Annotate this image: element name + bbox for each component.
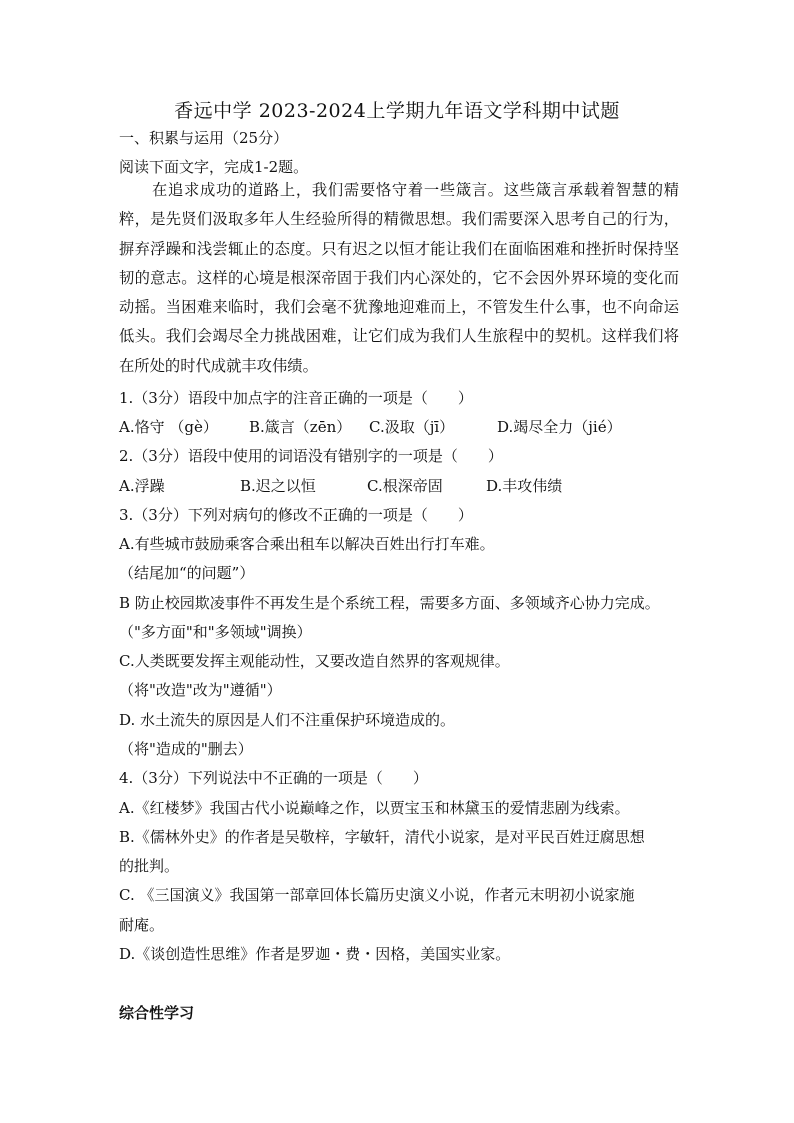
q4-option-c-line2: 耐庵。 xyxy=(119,916,165,934)
exam-title: 香远中学 2023-2024上学期九年语文学科期中试题 xyxy=(174,100,620,122)
question-1-options xyxy=(119,416,689,437)
q3-option-c: C.人类既要发挥主观能动性，又要改造自然界的客观规律。 xyxy=(119,652,510,670)
q4-option-a: A.《红楼梦》我国古代小说巅峰之作，以贾宝玉和林黛玉的爱情悲剧为线索。 xyxy=(119,799,630,817)
q3-option-d: D. 水土流失的原因是人们不注重保护环境造成的。 xyxy=(119,711,456,729)
section-heading-accumulation: 一、积累与运用（25分） xyxy=(119,129,289,147)
reading-passage: 在追求成功的道路上，我们需要恪守着一些箴言。这些箴言承载着智慧的精粹，是先贤们汲取多年人生经验所得的精微思想。我们需要深入思考自己的行为，摒弃浮躁和浅尝辄止的态度。只有迟之以恒才能让我们在面临困难和挫折时保持坚韧的意志。这样的心境是根深帝固于我们内心深处的，它不会因外界环境的变化而动摇。当困难来临时，我们会毫不犹豫地迎难而上，不管发生什么事，也不向命运低头。我们会竭尽全力挑战困难，让它们成为我们人生旅程中的契机。这样我们将在所处的时代成就丰攻伟绩。 xyxy=(119,181,679,375)
question-3: 3.（3分）下列对病句的修改不正确的一项是（ ） xyxy=(119,506,473,524)
question-2-options xyxy=(119,475,689,496)
question-2: 2.（3分）语段中使用的词语没有错别字的一项是（ ） xyxy=(119,447,503,465)
q3-option-c-note: （将"改造"改为"遵循"） xyxy=(119,681,282,699)
q3-option-b: B 防止校园欺凌事件不再发生是个系统工程，需要多方面、多领域齐心协力完成。 xyxy=(119,594,660,612)
question-4: 4.（3分）下列说法中不正确的一项是（ ） xyxy=(119,769,428,787)
q4-option-b-line1: B.《儒林外史》的作者是吴敬梓，字敏轩，清代小说家，是对平民百姓迂腐思想 xyxy=(119,828,645,846)
q4-option-c-line1: C. 《三国演义》我国第一部章回体长篇历史演义小说，作者元末明初小说家施 xyxy=(119,886,635,904)
q3-option-a: A.有些城市鼓励乘客合乘出租车以解决百姓出行打车难。 xyxy=(119,535,495,553)
section-heading-comprehensive: 综合性学习 xyxy=(119,1004,195,1022)
q4-option-d: D.《谈创造性思维》作者是罗迦・费・因格，美国实业家。 xyxy=(119,945,511,963)
q3-option-a-note: （结尾加“的问题”） xyxy=(119,564,255,582)
q4-option-b-line2: 的批判。 xyxy=(119,857,180,875)
q1-option-b: B.箴言（zēn） xyxy=(249,418,352,436)
q2-option-c: C.根深帝固 xyxy=(367,477,443,495)
q2-option-b: B.迟之以恒 xyxy=(240,477,316,495)
q2-option-d: D.丰攻伟绩 xyxy=(486,477,563,495)
q1-option-d: D.竭尽全力（jié） xyxy=(497,418,622,436)
q3-option-d-note: （将"造成的"删去） xyxy=(119,740,253,758)
q3-option-b-note: （"多方面"和"多领域"调换） xyxy=(119,623,312,641)
q1-option-c: C.汲取（jī） xyxy=(369,418,455,436)
reading-instruction: 阅读下面文字，完成1-2题。 xyxy=(119,158,309,176)
q1-option-a: A.恪守 （gè） xyxy=(119,418,218,436)
q2-option-a: A.浮躁 xyxy=(119,477,165,495)
question-1: 1.（3分）语段中加点字的注音正确的一项是（ ） xyxy=(119,389,473,407)
